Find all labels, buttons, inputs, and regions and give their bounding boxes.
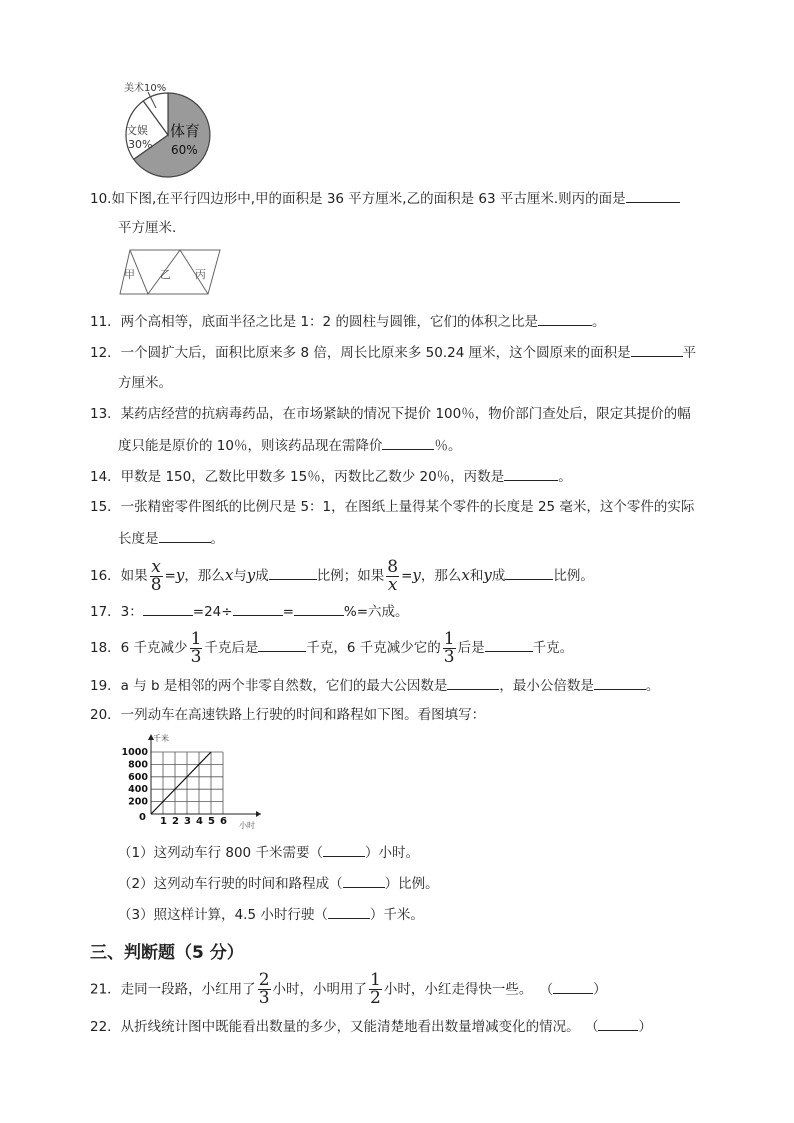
fraction-one-third: $\frac{1}{3}$ xyxy=(443,628,455,667)
question-20: 20．一列动车在高速铁路上行驶的时间和路程如下图。看图填写： xyxy=(90,707,486,723)
answer-blank[interactable] xyxy=(233,601,283,616)
x-tick-label: 6 xyxy=(220,816,227,827)
answer-blank[interactable] xyxy=(269,565,317,580)
answer-blank[interactable] xyxy=(382,435,434,450)
answer-blank[interactable] xyxy=(594,675,646,690)
answer-blank[interactable] xyxy=(505,565,553,580)
x-tick-label: 2 xyxy=(172,816,179,827)
answer-blank[interactable] xyxy=(328,904,370,919)
y-tick-label: 1000 xyxy=(121,747,148,758)
question-15-cont: 长度是 。 xyxy=(118,528,224,549)
y-tick-label: 400 xyxy=(128,784,148,796)
pie-chart xyxy=(118,78,218,178)
question-10: 10.如下图,在平行四边形中,甲的面积是 36 平方厘米,乙的面积是 63 平古厘米.则丙的面是 xyxy=(90,188,680,209)
question-19: 19．a 与 b 是相邻的两个非零自然数，它们的最大公因数是 ，最小公倍数是 。 xyxy=(90,675,659,696)
question-13-cont: 度只能是原价的 10％，则该药品现在需降价 ％。 xyxy=(118,435,461,456)
chart-axes xyxy=(148,734,261,817)
y-tick-label: 200 xyxy=(128,796,148,808)
x-tick-label: 5 xyxy=(208,816,215,827)
question-21: 21．走同一段路，小红用了 $\frac{2}{3}$ 小时，小明用了 $\frac{1}{2}$ 小时，小红走得快一些。 （ ） xyxy=(90,970,607,1008)
pie-label-art: 美术10% xyxy=(124,83,167,94)
x-tick-label: 1 xyxy=(160,816,167,827)
answer-blank[interactable] xyxy=(485,637,533,652)
line-chart xyxy=(115,730,275,830)
x-tick-label: 4 xyxy=(196,816,203,827)
answer-blank[interactable] xyxy=(159,528,211,543)
y-axis-label: 千米 xyxy=(153,734,169,743)
answer-blank[interactable] xyxy=(447,675,499,690)
question-20-sub1: （1）这列动车行 800 千米需要（ ）小时。 xyxy=(118,842,419,863)
answer-blank[interactable] xyxy=(504,466,558,481)
answer-blank[interactable] xyxy=(631,342,683,357)
question-15: 15．一张精密零件图纸的比例尺是 5：1，在图纸上量得某个零件的长度是 25 毫米，这个零件的实际 xyxy=(90,499,695,515)
y-tick-label: 600 xyxy=(128,771,148,783)
section-title: 三、判断题（5 分） xyxy=(90,943,244,963)
answer-blank[interactable] xyxy=(626,188,680,203)
question-22: 22．从折线统计图中既能看出数量的多少，又能清楚地看出数量增减变化的情况。 （ ） xyxy=(90,1016,652,1037)
question-16: 16．如果 $\frac{x}{8}$ =y，那么x与y成 比例；如果 $\frac{8}{x}$ =y，那么x和y成 比例。 xyxy=(90,556,594,595)
question-10-cont: 平方厘米. xyxy=(118,220,177,236)
answer-blank[interactable] xyxy=(294,601,344,616)
pie-label-entertain: 文娱 xyxy=(126,124,148,137)
pie-label-entertain-pct: 30% xyxy=(128,138,153,151)
chart-grid xyxy=(151,752,223,814)
answer-blank[interactable] xyxy=(258,637,306,652)
series-line xyxy=(151,752,211,814)
pie-label-sport: 体育 xyxy=(170,122,201,140)
figure-label-jia: 甲 xyxy=(124,268,135,281)
answer-blank[interactable] xyxy=(143,601,193,616)
x-axis-arrow xyxy=(256,811,261,817)
answer-blank[interactable] xyxy=(553,979,593,994)
question-12: 12．一个圆扩大后，面积比原来多 8 倍，周长比原来多 50.24 厘米，这个圆原来的面积是 平 xyxy=(90,342,696,363)
answer-blank[interactable] xyxy=(323,842,365,857)
question-11: 11．两个高相等，底面半径之比是 1：2 的圆柱与圆锥，它们的体积之比是 。 xyxy=(90,311,605,332)
pie-label-sport-pct: 60% xyxy=(171,143,198,157)
fraction-x-over-8: $\frac{x}{8}$ xyxy=(150,556,162,595)
question-14: 14．甲数是 150，乙数比甲数多 15％，丙数比乙数少 20％，丙数是 。 xyxy=(90,466,572,487)
parallelogram-figure xyxy=(118,248,222,296)
fraction-two-thirds: $\frac{2}{3}$ xyxy=(258,970,270,1008)
fraction-8-over-x: $\frac{8}{x}$ xyxy=(387,556,399,595)
figure-label-yi: 乙 xyxy=(160,268,171,281)
question-20-sub3: （3）照这样计算，4.5 小时行驶（ ）千米。 xyxy=(118,904,424,925)
question-20-sub2: （2）这列动车行驶的时间和路程成（ ）比例。 xyxy=(118,873,439,894)
y-tick-label: 800 xyxy=(128,759,148,771)
answer-blank[interactable] xyxy=(598,1016,638,1031)
figure-label-bing: 丙 xyxy=(195,268,206,281)
question-12-cont: 方厘米。 xyxy=(118,375,172,391)
x-tick-label: 3 xyxy=(184,816,191,827)
fraction-one-half: $\frac{1}{2}$ xyxy=(370,970,381,1008)
fraction-one-third: $\frac{1}{3}$ xyxy=(190,628,202,667)
question-17: 17．3： =24÷ = %=六成。 xyxy=(90,601,409,622)
origin-label: 0 xyxy=(139,812,146,823)
answer-blank[interactable] xyxy=(343,873,385,888)
x-axis-label: 小时 xyxy=(239,821,255,830)
answer-blank[interactable] xyxy=(538,311,592,326)
chart-series xyxy=(151,752,211,814)
question-13: 13．某药店经营的抗病毒药品，在市场紧缺的情况下提价 100％，物价部门查处后，限定其提价的幅 xyxy=(90,406,691,422)
question-18: 18．6 千克减少 $\frac{1}{3}$ 千克后是 千克，6 千克减少它的 $\frac{1}{3}$ 后是 千克。 xyxy=(90,628,574,667)
